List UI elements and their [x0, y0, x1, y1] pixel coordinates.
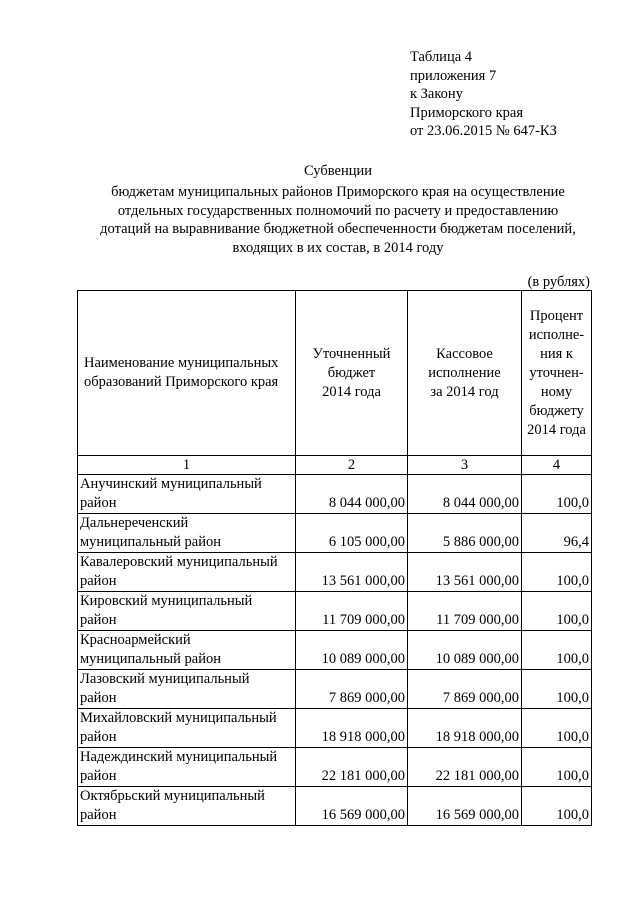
municipality-name-line: район: [80, 729, 117, 745]
municipality-name-line: Михайловский муниципальный: [80, 710, 277, 726]
municipality-name-line: Надеждинский муниципальный: [80, 749, 278, 765]
refined-budget-cell: 13 561 000,00: [296, 553, 408, 592]
municipality-name-line: Анучинский муниципальный: [80, 476, 262, 492]
municipality-name-cell: [78, 514, 296, 553]
municipality-name-cell: [78, 592, 296, 631]
subtitle-line: отдельных государственных полномочий по расчету и предоставлению: [117, 202, 559, 219]
table-row: [78, 592, 592, 631]
municipality-name-line: Лазовский муниципальный: [80, 671, 250, 687]
appendix-line: к Закону: [410, 86, 463, 103]
municipality-name-line: район: [80, 612, 117, 628]
header-text-line: Кассовое: [436, 345, 493, 362]
header-text-line: бюджет: [327, 364, 376, 381]
header-text-line: бюджету: [529, 402, 584, 419]
municipality-name-line: муниципальный район: [80, 534, 221, 550]
cash-execution-cell: 13 561 000,00: [408, 553, 522, 592]
refined-budget-cell: 7 869 000,00: [296, 670, 408, 709]
header-cash-execution: [408, 291, 522, 456]
column-number: 3: [408, 456, 522, 475]
municipality-name-line: Кировский муниципальный: [80, 593, 253, 609]
column-number: 1: [78, 456, 296, 475]
execution-percent-cell: 100,0: [522, 670, 592, 709]
table-row: [78, 709, 592, 748]
table-row: [78, 475, 592, 514]
table-row: [78, 631, 592, 670]
execution-percent-cell: 96,4: [522, 514, 592, 553]
units-note: (в рублях): [527, 274, 590, 290]
refined-budget-cell: 8 044 000,00: [296, 475, 408, 514]
municipality-name-line: Октябрьский муниципальный: [80, 788, 265, 804]
refined-budget-cell: 6 105 000,00: [296, 514, 408, 553]
table-row: [78, 787, 592, 826]
appendix-line: приложения 7: [410, 67, 497, 84]
table-body: [78, 475, 592, 826]
municipality-name-cell: [78, 631, 296, 670]
header-refined-budget: [296, 291, 408, 456]
table-row: [78, 670, 592, 709]
subtitle-line: бюджетам муниципальных районов Приморского края на осуществление: [111, 184, 565, 200]
municipality-name-line: Дальнереченский: [80, 515, 189, 531]
cash-execution-cell: 5 886 000,00: [408, 514, 522, 553]
cash-execution-cell: 8 044 000,00: [408, 475, 522, 514]
header-text-line: ному: [540, 383, 573, 400]
table-row: [78, 514, 592, 553]
execution-percent-cell: 100,0: [522, 592, 592, 631]
municipality-name-line: Красноармейский: [80, 632, 191, 648]
execution-percent-cell: 100,0: [522, 631, 592, 670]
table-row: [78, 553, 592, 592]
municipality-name-line: район: [80, 807, 117, 823]
header-text-line: исполне-: [528, 326, 585, 343]
municipality-name-line: район: [80, 768, 117, 784]
refined-budget-cell: 22 181 000,00: [296, 748, 408, 787]
header-text-line: Процент: [529, 307, 584, 324]
header-text-line: Наименование муниципальных: [84, 355, 279, 371]
municipality-name-cell: [78, 709, 296, 748]
cash-execution-cell: 22 181 000,00: [408, 748, 522, 787]
municipality-name-cell: [78, 553, 296, 592]
column-numbers-row: [78, 456, 592, 475]
appendix-line: от 23.06.2015 № 647-КЗ: [410, 123, 557, 140]
municipality-name-cell: [78, 748, 296, 787]
cash-execution-cell: 16 569 000,00: [408, 787, 522, 826]
column-number: 4: [522, 456, 592, 475]
table-header-row: [78, 291, 592, 456]
document-subtitle: [60, 183, 616, 257]
column-number: 2: [296, 456, 408, 475]
header-text-line: Уточненный: [312, 345, 391, 362]
municipality-name-cell: [78, 475, 296, 514]
execution-percent-cell: 100,0: [522, 748, 592, 787]
municipality-name-cell: [78, 787, 296, 826]
header-text-line: уточнен-: [529, 364, 584, 381]
header-text-line: 2014 года: [527, 421, 586, 438]
table-row: [78, 748, 592, 787]
execution-percent-cell: 100,0: [522, 475, 592, 514]
subsidies-table: [77, 290, 592, 826]
header-text-line: за 2014 год: [430, 383, 499, 400]
document-title: Субвенции: [304, 163, 372, 179]
header-execution-percent: [522, 291, 592, 456]
cash-execution-cell: 7 869 000,00: [408, 670, 522, 709]
refined-budget-cell: 11 709 000,00: [296, 592, 408, 631]
header-text-line: исполнение: [428, 364, 501, 381]
execution-percent-cell: 100,0: [522, 787, 592, 826]
municipality-name-line: муниципальный район: [80, 651, 221, 667]
municipality-name-cell: [78, 670, 296, 709]
municipality-name-line: район: [80, 690, 117, 706]
refined-budget-cell: 18 918 000,00: [296, 709, 408, 748]
refined-budget-cell: 10 089 000,00: [296, 631, 408, 670]
municipality-name-line: Кавалеровский муниципальный: [80, 554, 278, 570]
header-text-line: образований Приморского края: [84, 374, 279, 390]
appendix-line: Приморского края: [410, 104, 524, 121]
appendix-line: Таблица 4: [410, 49, 473, 65]
header-text-line: ния к: [540, 345, 573, 362]
subtitle-line: дотаций на выравнивание бюджетной обеспеченности бюджетам поселений,: [100, 221, 576, 238]
cash-execution-cell: 18 918 000,00: [408, 709, 522, 748]
subtitle-line: входящих в их состав, в 2014 году: [232, 239, 444, 256]
execution-percent-cell: 100,0: [522, 709, 592, 748]
appendix-reference: [410, 48, 557, 141]
cash-execution-cell: 11 709 000,00: [408, 592, 522, 631]
municipality-name-line: район: [80, 573, 117, 589]
header-municipality-name: [78, 291, 296, 456]
refined-budget-cell: 16 569 000,00: [296, 787, 408, 826]
cash-execution-cell: 10 089 000,00: [408, 631, 522, 670]
execution-percent-cell: 100,0: [522, 553, 592, 592]
header-text-line: 2014 года: [322, 383, 381, 400]
municipality-name-line: район: [80, 495, 117, 511]
